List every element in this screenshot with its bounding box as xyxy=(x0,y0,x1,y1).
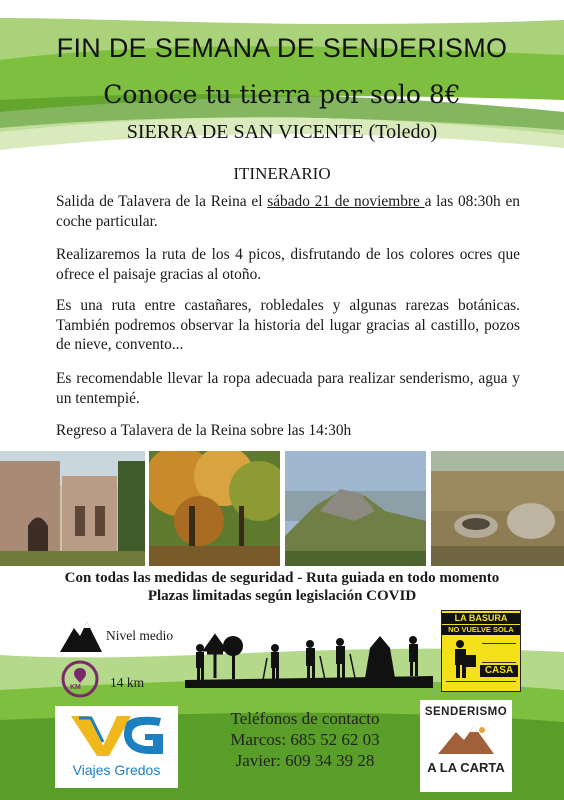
location-heading: SIERRA DE SAN VICENTE (Toledo) xyxy=(126,121,438,143)
badge-footer-lines xyxy=(446,681,516,688)
viajes-gredos-brand: Viajes Gredos xyxy=(72,762,161,778)
contact-heading: Teléfonos de contacto xyxy=(230,709,380,728)
safety-line-2: Plazas limitadas según legislación COVID xyxy=(147,588,417,604)
autumn-forest-photo xyxy=(149,451,280,566)
mountain-logo-icon xyxy=(438,722,494,754)
hikers-silhouette xyxy=(185,628,433,688)
itinerary-paragraph-route: Realizaremos la ruta de los 4 picos, disfrutando de los colores ocres que ofrece el paisaje gracias al otoño. xyxy=(56,246,520,283)
contact-javier: Javier: 609 34 39 28 xyxy=(235,751,375,770)
senderismo-logo-bottom: A LA CARTA xyxy=(427,760,505,775)
distance-label: 14 km xyxy=(110,675,145,690)
departure-date: sábado 21 de noviembre xyxy=(267,193,425,210)
itinerary-paragraph-nature: Es una ruta entre castañares, robledales y algunas rarezas botánicas. También podremos observar la historia del lugar gracias al castillo, pozos de nieve, convento... xyxy=(56,297,520,353)
page-subtitle: Conoce tu tierra por solo 8€ xyxy=(103,80,461,109)
itinerary-paragraph-return: Regreso a Talavera de la Reina sobre las 14:30h xyxy=(56,422,352,439)
senderismo-logo-top: SENDERISMO xyxy=(424,706,508,718)
rocky-peak-photo xyxy=(285,451,426,566)
mountain-level-icon xyxy=(60,620,102,652)
badge-line-2: NO VUELVE SOLA xyxy=(442,625,520,635)
badge-line-3: CASA xyxy=(480,665,518,677)
convent-ruins-photo xyxy=(0,451,145,566)
snow-well-photo xyxy=(431,451,564,566)
difficulty-label: Nivel medio xyxy=(106,628,174,643)
contact-marcos: Marcos: 685 52 62 03 xyxy=(230,730,380,749)
viajes-gredos-logo xyxy=(55,706,178,788)
safety-line-1: Con todas las medidas de seguridad - Ruta guiada en todo momento xyxy=(64,570,500,586)
itinerary-paragraph-departure xyxy=(56,192,520,231)
itinerary-heading: ITINERARIO xyxy=(233,164,331,183)
trash-campaign-badge xyxy=(441,610,521,692)
page-title: FIN DE SEMANA DE SENDERISMO xyxy=(56,33,508,63)
distance-km-icon xyxy=(60,660,100,698)
km-icon-text: KM xyxy=(70,684,81,691)
departure-time: a las 08:30h en coche particular. xyxy=(56,193,520,230)
vg-logo-icon xyxy=(69,712,165,758)
badge-fine-print xyxy=(482,643,516,663)
departure-text: Salida de Talavera de la Reina el xyxy=(56,193,268,210)
senderismo-a-la-carta-logo xyxy=(420,700,512,792)
itinerary-paragraph-gear: Es recomendable llevar la ropa adecuada para realizar senderismo, agua y un tentempié. xyxy=(56,370,520,407)
hiker-with-bag-icon xyxy=(448,639,478,679)
badge-line-1: LA BASURA xyxy=(442,613,520,624)
